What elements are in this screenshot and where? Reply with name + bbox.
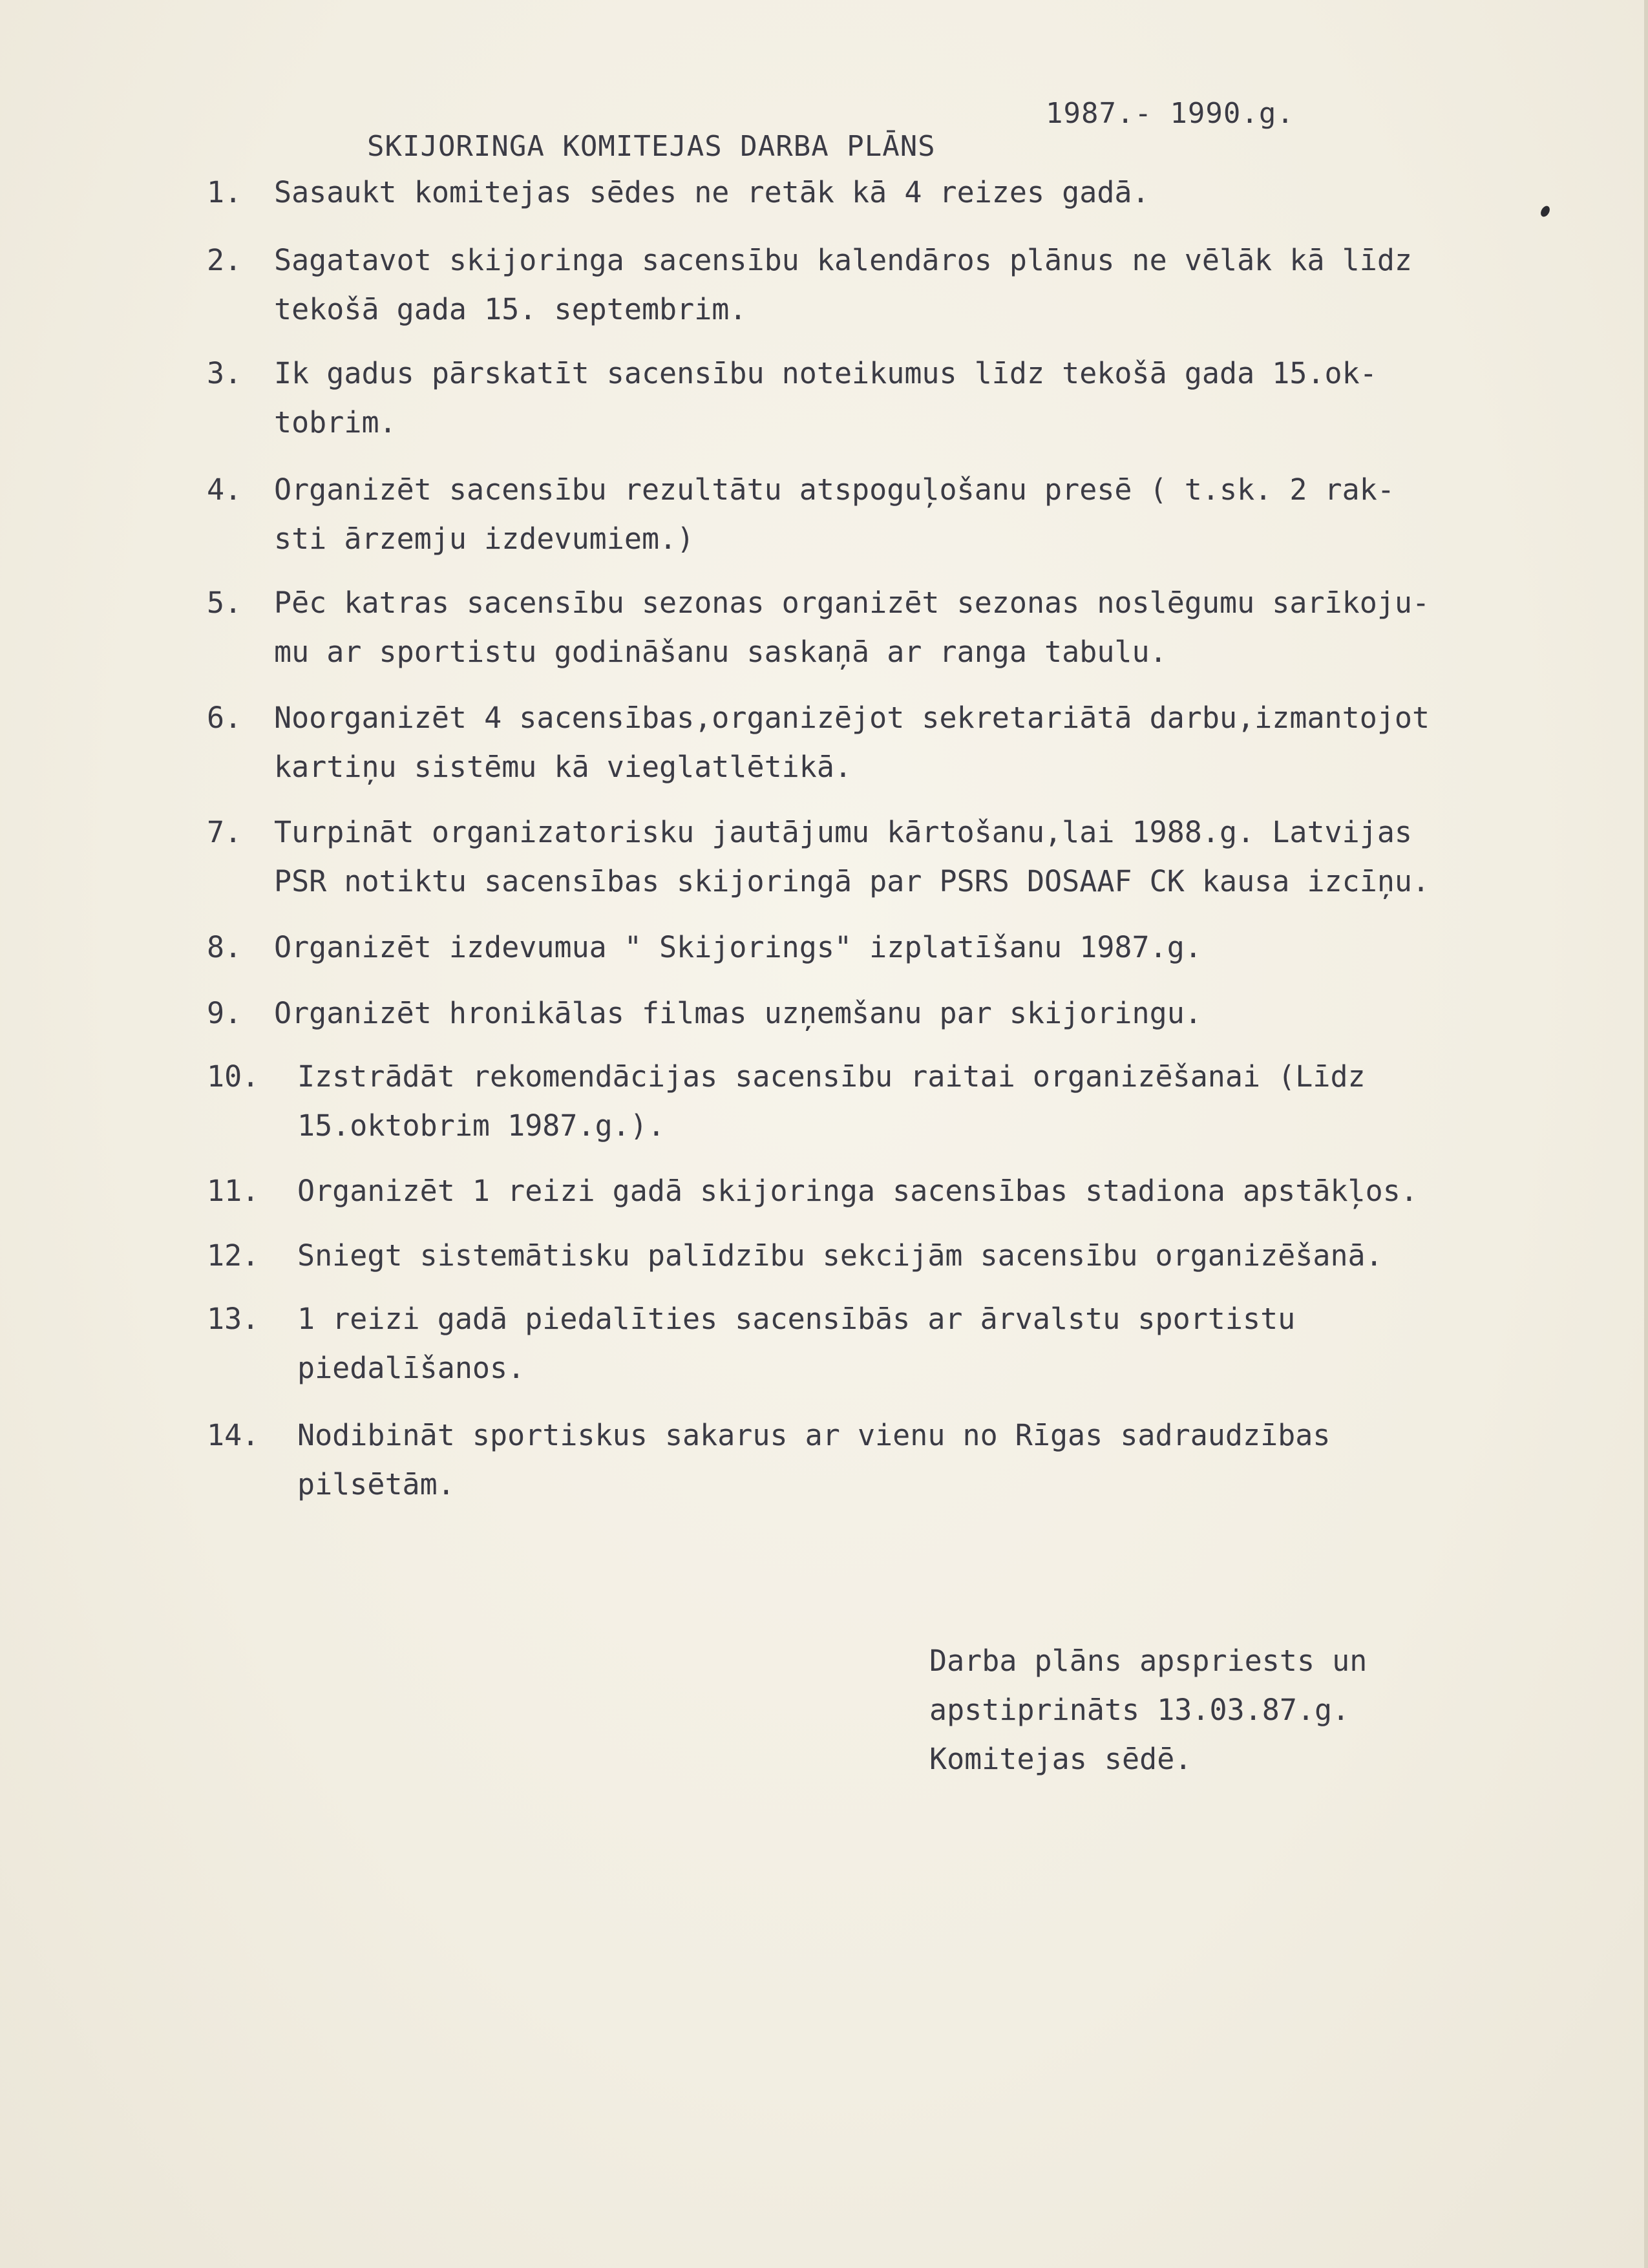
item-text-continued: tobrim.: [274, 405, 397, 440]
item-number: 2.: [207, 243, 242, 277]
item-text: Sagatavot skijoringa sacensību kalendāros plānus ne vēlāk kā līdz: [274, 243, 1412, 277]
approval-line-1: Darba plāns apspriests un: [929, 1644, 1368, 1678]
item-text-continued: piedalīšanos.: [297, 1351, 525, 1385]
item-text: Sniegt sistemātisku palīdzību sekcijām sacensību organizēšanā.: [297, 1238, 1383, 1273]
plan-item-3: [207, 349, 1377, 447]
plan-item-2: [207, 236, 1412, 334]
item-text: Nodibināt sportiskus sakarus ar vienu no Rīgas sadraudzības: [297, 1418, 1331, 1452]
plan-item-1: [207, 168, 1150, 217]
plan-item-4: [207, 465, 1395, 564]
approval-note: [929, 1637, 1367, 1784]
item-text-continued: pilsētām.: [297, 1467, 455, 1501]
plan-item-8: [207, 923, 1202, 972]
item-text: Izstrādāt rekomendācijas sacensību raitai organizēšanai (Līdz: [297, 1059, 1366, 1094]
item-number: 4.: [207, 472, 242, 507]
item-number: 3.: [207, 356, 242, 390]
item-text: 1 reizi gadā piedalīties sacensībās ar ārvalstu sportistu: [297, 1302, 1296, 1336]
item-text: Organizēt 1 reizi gadā skijoringa sacensības stadiona apstākļos.: [297, 1174, 1418, 1208]
item-number: 12.: [207, 1238, 260, 1273]
approval-line-3: Komitejas sēdē.: [929, 1742, 1192, 1776]
item-text-continued: PSR notiktu sacensības skijoringā par PSRS DOSAAF CK kausa izcīņu.: [274, 864, 1430, 898]
plan-item-5: [207, 578, 1430, 677]
plan-item-7: [207, 808, 1430, 906]
plan-item-10: [207, 1052, 1366, 1150]
item-number: 7.: [207, 815, 242, 849]
item-text-continued: tekošā gada 15. septembrim.: [274, 292, 747, 326]
item-text-continued: sti ārzemju izdevumiem.): [274, 522, 695, 556]
item-text: Sasaukt komitejas sēdes ne retāk kā 4 reizes gadā.: [274, 175, 1150, 209]
item-number: 6.: [207, 701, 242, 735]
item-text-continued: 15.oktobrim 1987.g.).: [297, 1108, 665, 1143]
paper-edge: [1644, 0, 1648, 2268]
item-text: Turpināt organizatorisku jautājumu kārtošanu,lai 1988.g. Latvijas: [274, 815, 1412, 849]
item-text-continued: mu ar sportistu godināšanu saskaņā ar ranga tabulu.: [274, 635, 1167, 669]
plan-item-6: [207, 694, 1430, 792]
item-text: Ik gadus pārskatīt sacensību noteikumus līdz tekošā gada 15.ok-: [274, 356, 1377, 390]
item-text-continued: kartiņu sistēmu kā vieglatlētikā.: [274, 750, 852, 784]
item-number: 11.: [207, 1174, 260, 1208]
item-number: 10.: [207, 1059, 260, 1094]
item-number: 14.: [207, 1418, 260, 1452]
document-title: SKIJORINGA KOMITEJAS DARBA PLĀNS: [366, 130, 936, 163]
item-text: Noorganizēt 4 sacensības,organizējot sekretariātā darbu,izmantojot: [274, 701, 1430, 735]
plan-item-13: [207, 1295, 1295, 1393]
item-text: Pēc katras sacensību sezonas organizēt sezonas noslēgumu sarīkoju-: [274, 586, 1430, 620]
plan-item-14: [207, 1411, 1330, 1509]
item-number: 13.: [207, 1302, 260, 1336]
plan-item-9: [207, 989, 1202, 1038]
document-years: 1987.- 1990.g.: [1046, 97, 1294, 130]
item-number: 5.: [207, 586, 242, 620]
approval-line-2: apstiprināts 13.03.87.g.: [929, 1693, 1350, 1727]
item-number: 1.: [207, 175, 242, 209]
item-number: 9.: [207, 996, 242, 1030]
item-text: Organizēt sacensību rezultātu atspoguļošanu presē ( t.sk. 2 rak-: [274, 472, 1395, 507]
item-text: Organizēt hronikālas filmas uzņemšanu par skijoringu.: [274, 996, 1202, 1030]
item-text: Organizēt izdevumua " Skijorings" izplatīšanu 1987.g.: [274, 930, 1202, 964]
plan-item-12: [207, 1231, 1383, 1280]
plan-item-11: [207, 1167, 1418, 1216]
item-number: 8.: [207, 930, 242, 964]
